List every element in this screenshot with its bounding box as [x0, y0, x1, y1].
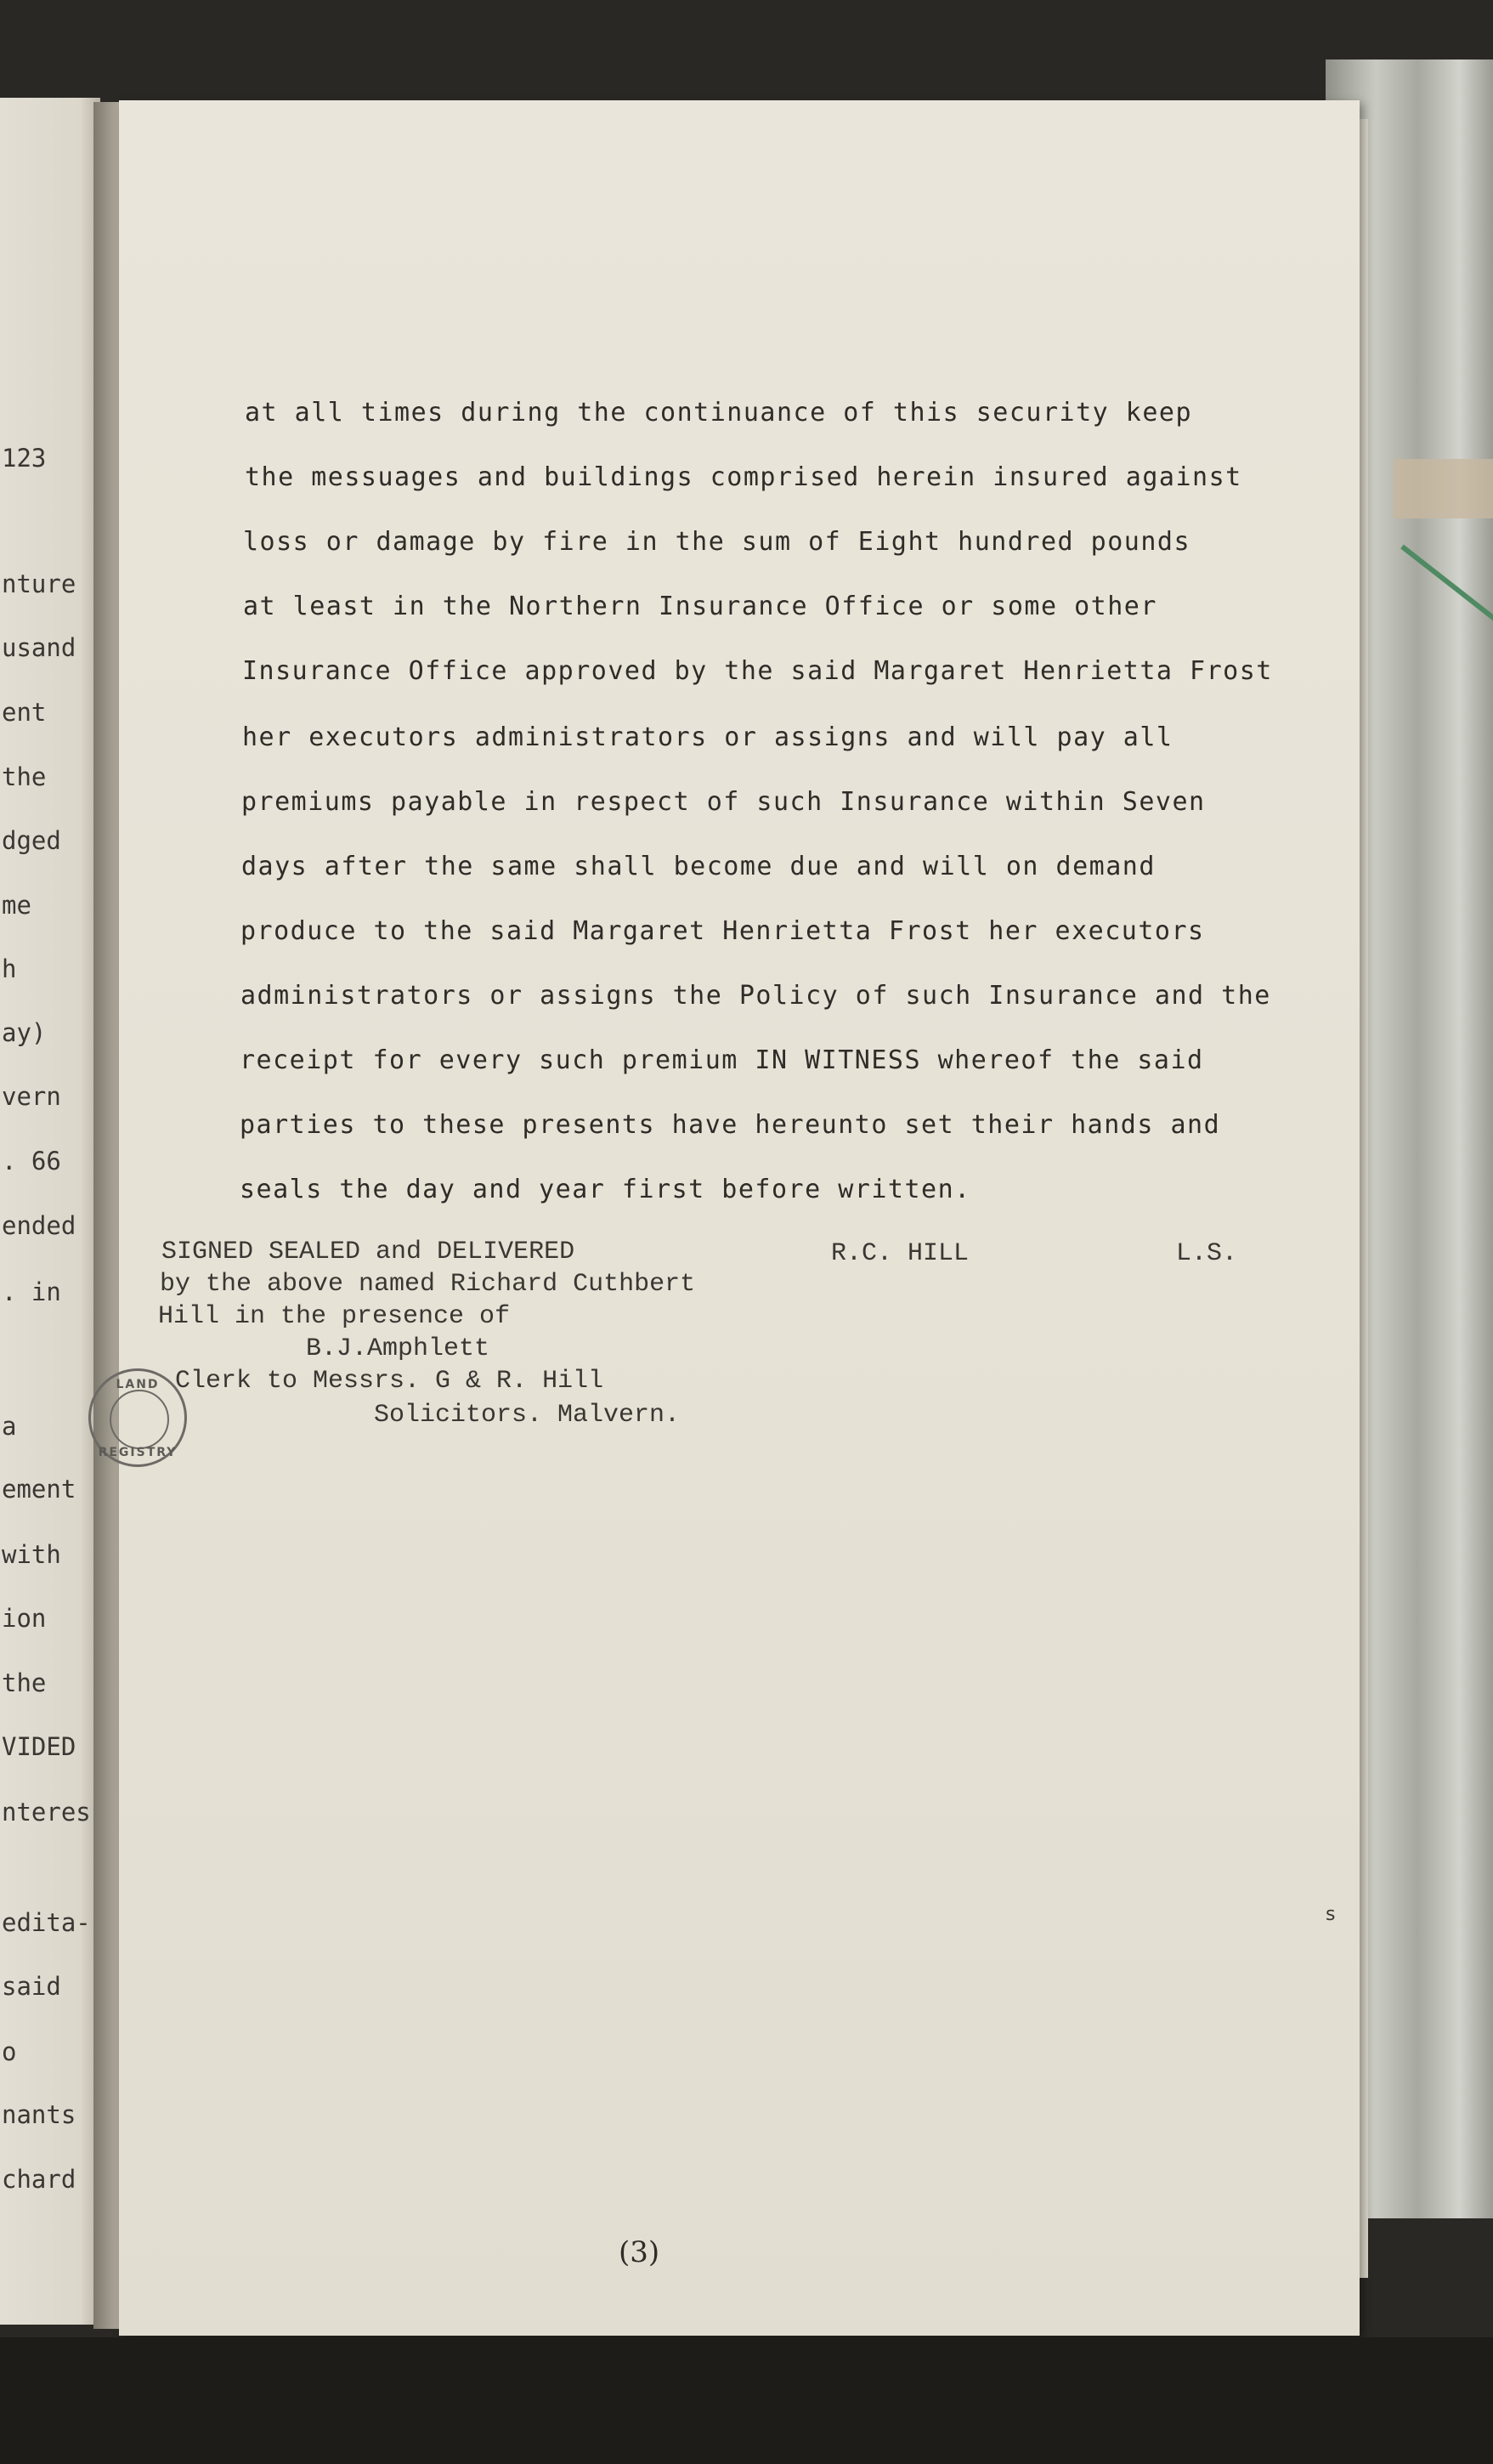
tape-strip: [1394, 459, 1493, 518]
stamp-inner-ring: [110, 1390, 169, 1449]
left-margin-text: usand: [2, 633, 76, 662]
left-margin-text: edita-: [2, 1908, 91, 1937]
deed-page: [119, 100, 1360, 2336]
attestation-line: Hill in the presence of: [158, 1302, 511, 1331]
deed-text-line: loss or damage by fire in the sum of Eight hundred pounds: [243, 527, 1191, 557]
facing-page-left: [0, 98, 100, 2325]
left-margin-text: the: [2, 762, 47, 791]
left-margin-text: nteres: [2, 1798, 91, 1827]
left-margin-text: ended: [2, 1211, 76, 1240]
left-margin-text: me: [2, 891, 31, 920]
left-margin-text: chard: [2, 2165, 76, 2194]
signatory-name: R.C. HILL: [831, 1239, 970, 1268]
witness-occupation: Clerk to Messrs. G & R. Hill: [175, 1367, 604, 1396]
stamp-top-text: LAND: [116, 1378, 160, 1391]
witness-address: Solicitors. Malvern.: [374, 1401, 681, 1430]
left-margin-text: a: [2, 1412, 17, 1441]
deed-text-line: premiums payable in respect of such Insurance within Seven: [241, 787, 1206, 817]
deed-text-line: Insurance Office approved by the said Margaret Henrietta Frost: [242, 656, 1273, 686]
deed-text-line: the messuages and buildings comprised herein insured against: [245, 462, 1242, 492]
deed-text-line: produce to the said Margaret Henrietta Frost her executors: [240, 916, 1205, 946]
witness-name: B.J.Amphlett: [306, 1334, 490, 1363]
deed-text-line: at all times during the continuance of this security keep: [245, 398, 1193, 428]
left-margin-text: ion: [2, 1604, 47, 1633]
attestation-line: by the above named Richard Cuthbert: [160, 1270, 696, 1299]
left-margin-text: ay): [2, 1018, 47, 1047]
left-margin-text: dged: [2, 826, 61, 855]
left-margin-text: vern: [2, 1082, 61, 1111]
left-margin-text: 123: [2, 444, 47, 473]
deed-text-line: receipt for every such premium IN WITNESS whereof the said: [240, 1045, 1204, 1075]
left-margin-text: ement: [2, 1475, 76, 1504]
seal-mark: L.S.: [1176, 1239, 1238, 1268]
left-margin-text: . 66: [2, 1147, 61, 1175]
page-number: (3): [619, 2235, 660, 2269]
left-margin-text: ent: [2, 698, 47, 727]
left-margin-text: VIDED: [2, 1732, 76, 1761]
left-margin-text: the: [2, 1668, 47, 1697]
left-margin-text: nants: [2, 2100, 76, 2129]
left-margin-text: o: [2, 2037, 17, 2066]
edge-mark: s: [1326, 1904, 1336, 1925]
left-margin-text: said: [2, 1972, 61, 2001]
left-margin-text: h: [2, 954, 17, 983]
land-registry-stamp: [88, 1368, 187, 1467]
background-surface: [0, 2337, 1493, 2464]
deed-text-line: days after the same shall become due and will on demand: [241, 852, 1156, 881]
deed-text-line: seals the day and year first before written.: [240, 1175, 971, 1204]
attestation-line: SIGNED SEALED and DELIVERED: [161, 1238, 575, 1266]
deed-text-line: administrators or assigns the Policy of such Insurance and the: [240, 981, 1271, 1011]
left-margin-text: . in: [2, 1277, 61, 1306]
deed-text-line: at least in the Northern Insurance Office or some other: [243, 592, 1157, 621]
left-margin-text: nture: [2, 569, 76, 598]
left-margin-text: with: [2, 1540, 61, 1569]
deed-text-line: parties to these presents have hereunto set their hands and: [240, 1110, 1221, 1140]
stamp-bottom-text: REGISTRY: [98, 1446, 178, 1459]
deed-text-line: her executors administrators or assigns and will pay all: [242, 722, 1173, 752]
